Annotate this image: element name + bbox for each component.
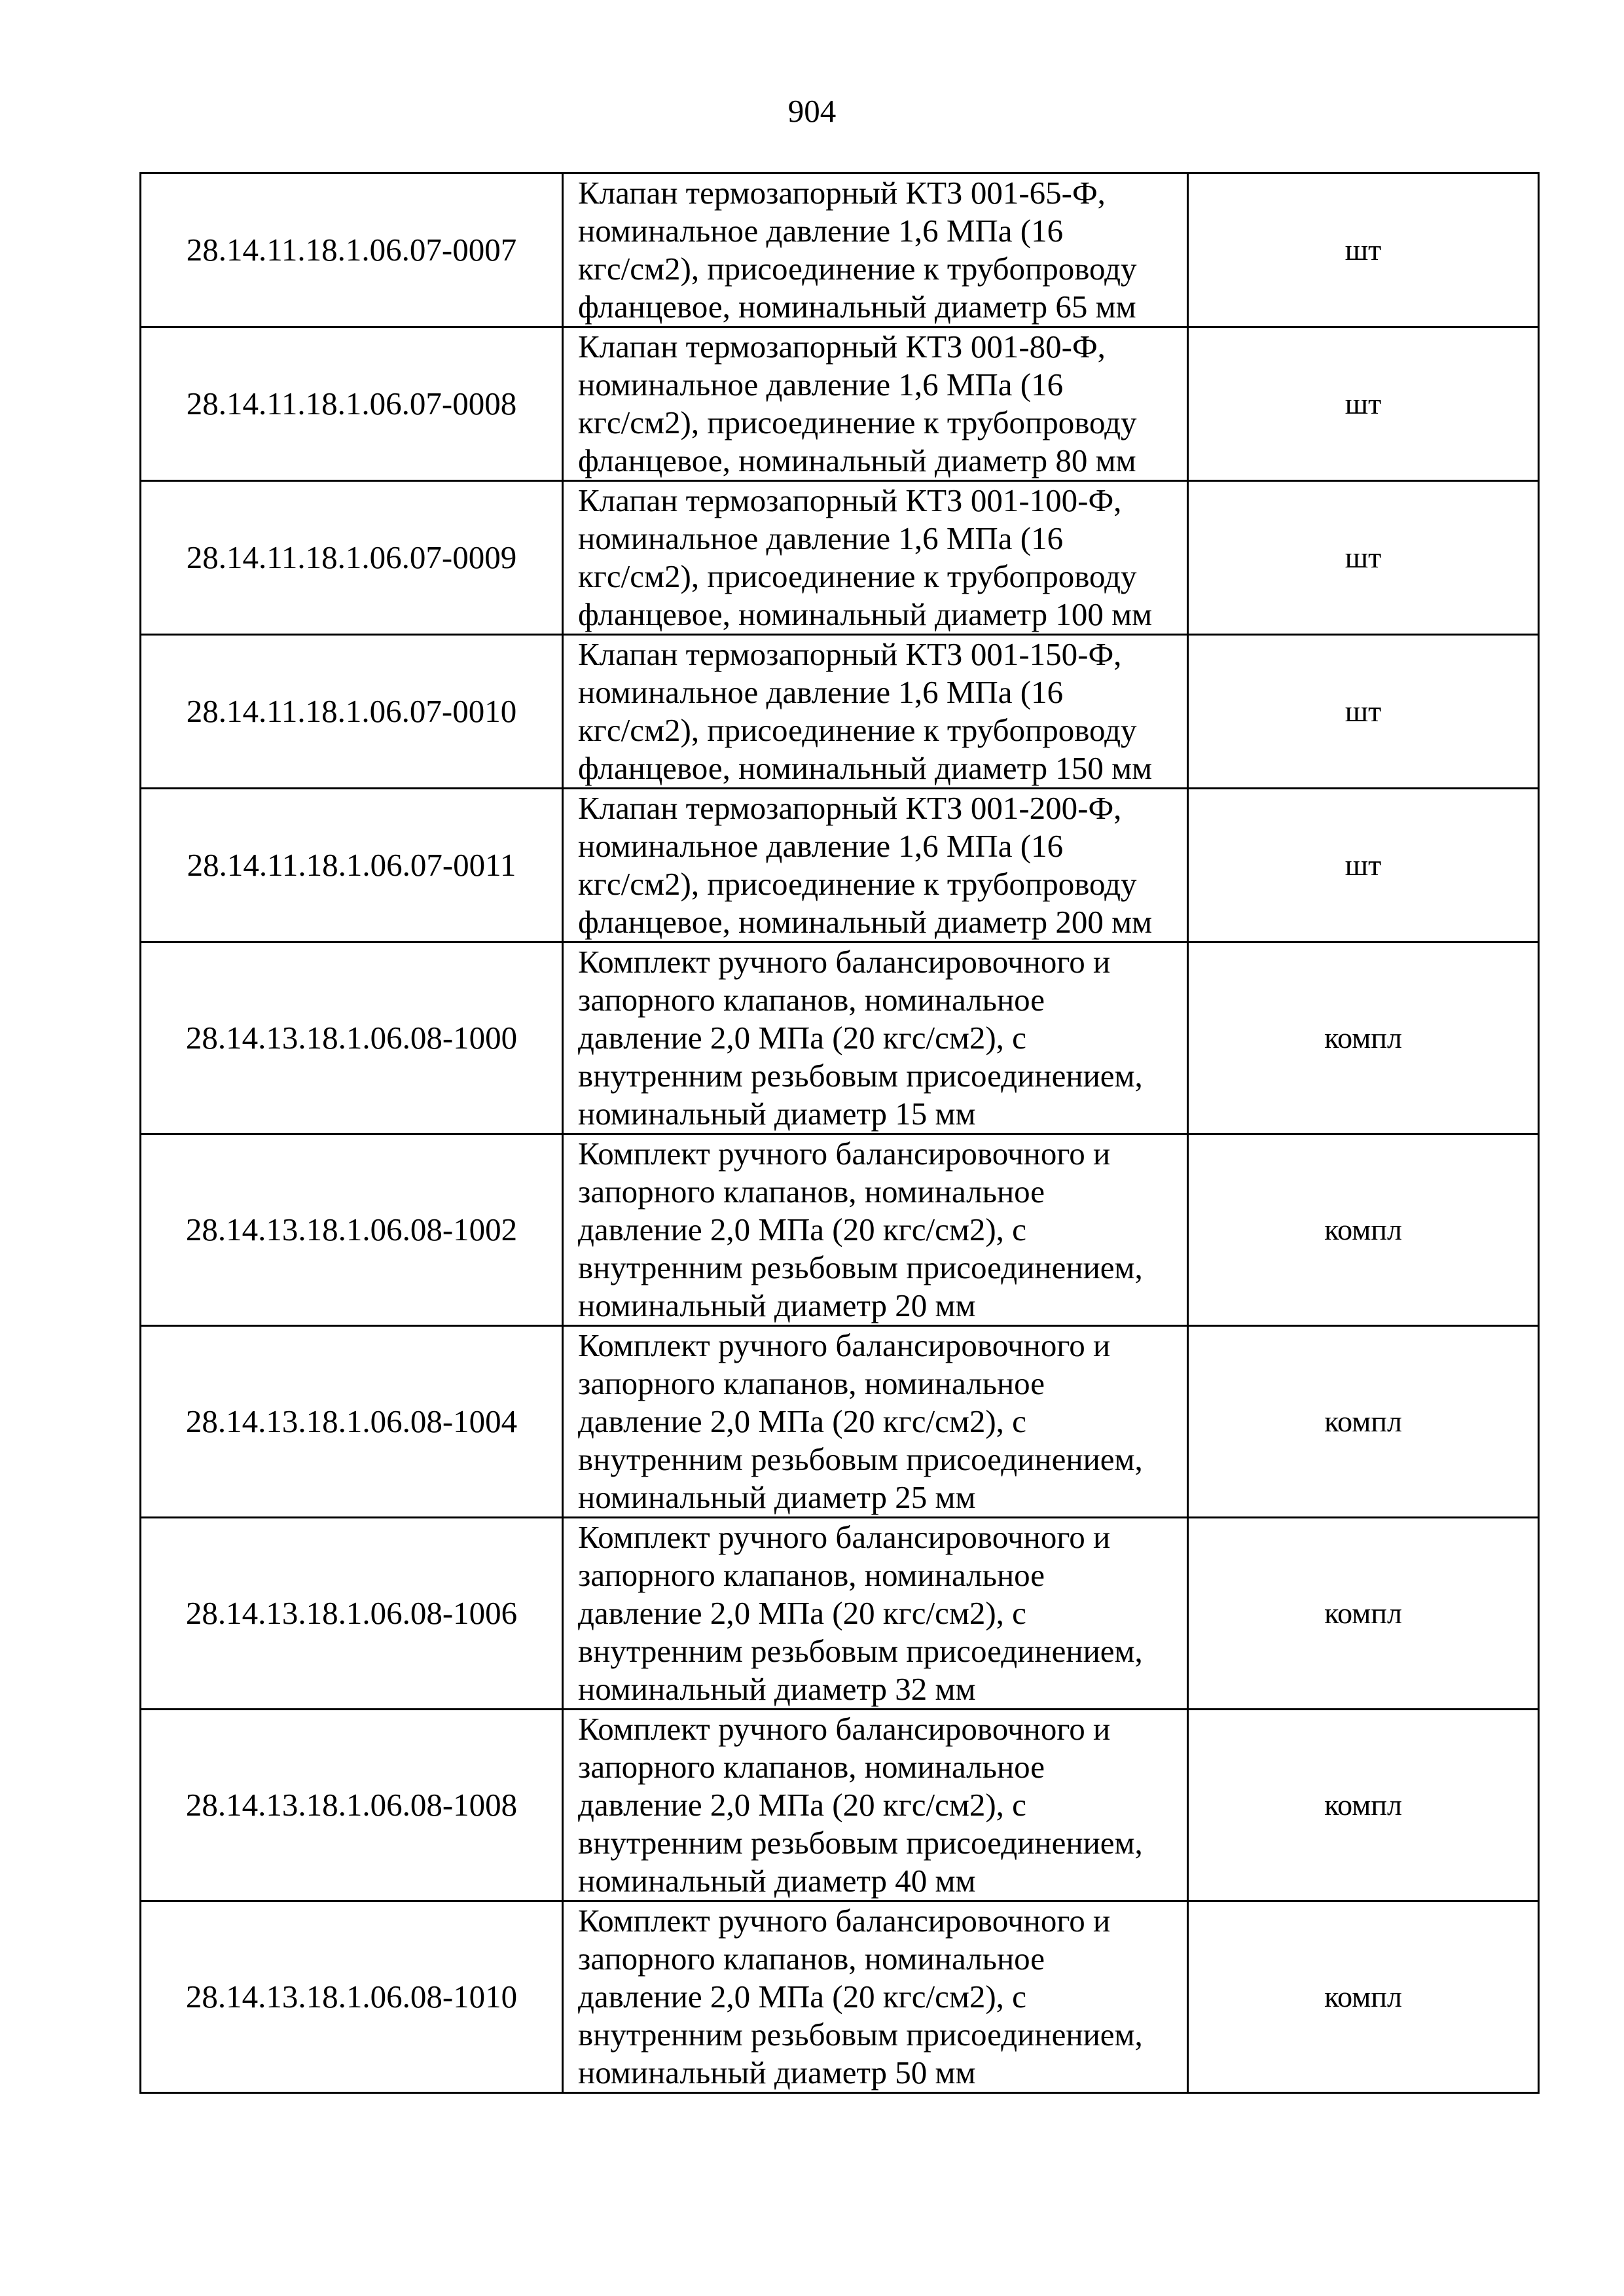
resource-name: [563, 173, 1188, 327]
resource-name-line: внутренним резьбовым присоединением,: [578, 1249, 1143, 1285]
resource-name-line: фланцевое, номинальный диаметр 65 мм: [578, 289, 1136, 325]
table-row: [141, 1518, 1539, 1710]
resource-name: [563, 1710, 1188, 1901]
resource-name-line: Клапан термозапорный КТЗ 001-100-Ф,: [578, 482, 1122, 518]
resource-name: [563, 635, 1188, 789]
resource-name: [563, 1326, 1188, 1518]
resource-code: 28.14.13.18.1.06.08-1000: [141, 942, 563, 1134]
resource-table: [139, 172, 1540, 2094]
resource-name-line: Комплект ручного балансировочного и: [578, 1903, 1111, 1939]
resource-code: 28.14.13.18.1.06.08-1004: [141, 1326, 563, 1518]
resource-name-line: фланцевое, номинальный диаметр 150 мм: [578, 750, 1153, 786]
resource-code: 28.14.11.18.1.06.07-0010: [141, 635, 563, 789]
resource-name-line: номинальный диаметр 25 мм: [578, 1479, 976, 1515]
table-row: [141, 481, 1539, 635]
resource-name-line: Клапан термозапорный КТЗ 001-80-Ф,: [578, 329, 1106, 365]
resource-name-line: фланцевое, номинальный диаметр 200 мм: [578, 904, 1153, 940]
resource-name: [563, 1901, 1188, 2093]
resource-name-line: давление 2,0 МПа (20 кгс/см2), с: [578, 1211, 1026, 1247]
table-row: [141, 1710, 1539, 1901]
resource-code: 28.14.13.18.1.06.08-1002: [141, 1134, 563, 1326]
unit-of-measure: шт: [1188, 327, 1539, 481]
unit-of-measure: шт: [1188, 635, 1539, 789]
resource-name-line: номинальное давление 1,6 МПа (16: [578, 674, 1064, 710]
resource-name-line: номинальное давление 1,6 МПа (16: [578, 213, 1064, 249]
unit-of-measure: шт: [1188, 481, 1539, 635]
unit-of-measure: компл: [1188, 1326, 1539, 1518]
resource-name: [563, 1134, 1188, 1326]
resource-name-line: запорного клапанов, номинальное: [578, 1365, 1045, 1401]
resource-name-line: номинальное давление 1,6 МПа (16: [578, 367, 1064, 403]
unit-of-measure: компл: [1188, 1710, 1539, 1901]
resource-name-line: Комплект ручного балансировочного и: [578, 1136, 1111, 1172]
resource-name-line: Комплект ручного балансировочного и: [578, 1327, 1111, 1363]
resource-name-line: Клапан термозапорный КТЗ 001-200-Ф,: [578, 790, 1122, 826]
resource-name-line: номинальный диаметр 15 мм: [578, 1096, 976, 1132]
resource-name: [563, 942, 1188, 1134]
resource-name-line: внутренним резьбовым присоединением,: [578, 2017, 1143, 2053]
resource-name-line: номинальный диаметр 20 мм: [578, 1287, 976, 1323]
resource-code: 28.14.11.18.1.06.07-0009: [141, 481, 563, 635]
table-row: [141, 327, 1539, 481]
resource-name-line: запорного клапанов, номинальное: [578, 1749, 1045, 1785]
table-row: [141, 789, 1539, 942]
resource-name-line: запорного клапанов, номинальное: [578, 982, 1045, 1018]
resource-name: [563, 789, 1188, 942]
resource-name-line: давление 2,0 МПа (20 кгс/см2), с: [578, 1979, 1026, 2015]
unit-of-measure: шт: [1188, 173, 1539, 327]
table-row: [141, 173, 1539, 327]
resource-name-line: кгс/см2), присоединение к трубопроводу: [578, 558, 1137, 594]
resource-name-line: фланцевое, номинальный диаметр 80 мм: [578, 442, 1136, 478]
resource-name-line: давление 2,0 МПа (20 кгс/см2), с: [578, 1020, 1026, 1056]
unit-of-measure: компл: [1188, 1518, 1539, 1710]
resource-name-line: Клапан термозапорный КТЗ 001-65-Ф,: [578, 175, 1106, 211]
resource-code: 28.14.13.18.1.06.08-1006: [141, 1518, 563, 1710]
resource-name-line: фланцевое, номинальный диаметр 100 мм: [578, 596, 1153, 632]
resource-name-line: запорного клапанов, номинальное: [578, 1557, 1045, 1593]
resource-name-line: Комплект ручного балансировочного и: [578, 944, 1111, 980]
table-row: [141, 942, 1539, 1134]
resource-name-line: давление 2,0 МПа (20 кгс/см2), с: [578, 1403, 1026, 1439]
resource-name-line: Комплект ручного балансировочного и: [578, 1711, 1111, 1747]
resource-name-line: Клапан термозапорный КТЗ 001-150-Ф,: [578, 636, 1122, 672]
resource-code: 28.14.11.18.1.06.07-0008: [141, 327, 563, 481]
resource-code: 28.14.11.18.1.06.07-0011: [141, 789, 563, 942]
resource-name: [563, 481, 1188, 635]
resource-name-line: внутренним резьбовым присоединением,: [578, 1058, 1143, 1094]
resource-name-line: Комплект ручного балансировочного и: [578, 1519, 1111, 1555]
resource-table-body: [141, 173, 1539, 2093]
resource-name: [563, 327, 1188, 481]
resource-name-line: номинальный диаметр 40 мм: [578, 1863, 976, 1899]
unit-of-measure: шт: [1188, 789, 1539, 942]
resource-name-line: внутренним резьбовым присоединением,: [578, 1825, 1143, 1861]
resource-name-line: номинальное давление 1,6 МПа (16: [578, 828, 1064, 864]
resource-name-line: номинальное давление 1,6 МПа (16: [578, 520, 1064, 556]
resource-name-line: кгс/см2), присоединение к трубопроводу: [578, 866, 1137, 902]
resource-name-line: запорного клапанов, номинальное: [578, 1941, 1045, 1977]
table-row: [141, 635, 1539, 789]
resource-name-line: кгс/см2), присоединение к трубопроводу: [578, 251, 1137, 287]
resource-name-line: давление 2,0 МПа (20 кгс/см2), с: [578, 1595, 1026, 1631]
resource-name-line: кгс/см2), присоединение к трубопроводу: [578, 404, 1137, 440]
resource-code: 28.14.13.18.1.06.08-1010: [141, 1901, 563, 2093]
table-row: [141, 1326, 1539, 1518]
resource-code: 28.14.11.18.1.06.07-0007: [141, 173, 563, 327]
resource-name-line: номинальный диаметр 32 мм: [578, 1671, 976, 1707]
unit-of-measure: компл: [1188, 1134, 1539, 1326]
resource-name: [563, 1518, 1188, 1710]
resource-name-line: кгс/см2), присоединение к трубопроводу: [578, 712, 1137, 748]
table-row: [141, 1134, 1539, 1326]
resource-name-line: запорного клапанов, номинальное: [578, 1174, 1045, 1210]
unit-of-measure: компл: [1188, 1901, 1539, 2093]
resource-name-line: давление 2,0 МПа (20 кгс/см2), с: [578, 1787, 1026, 1823]
unit-of-measure: компл: [1188, 942, 1539, 1134]
resource-name-line: номинальный диаметр 50 мм: [578, 2054, 976, 2090]
table-row: [141, 1901, 1539, 2093]
resource-name-line: внутренним резьбовым присоединением,: [578, 1633, 1143, 1669]
resource-name-line: внутренним резьбовым присоединением,: [578, 1441, 1143, 1477]
page-number: 904: [787, 93, 837, 129]
resource-code: 28.14.13.18.1.06.08-1008: [141, 1710, 563, 1901]
